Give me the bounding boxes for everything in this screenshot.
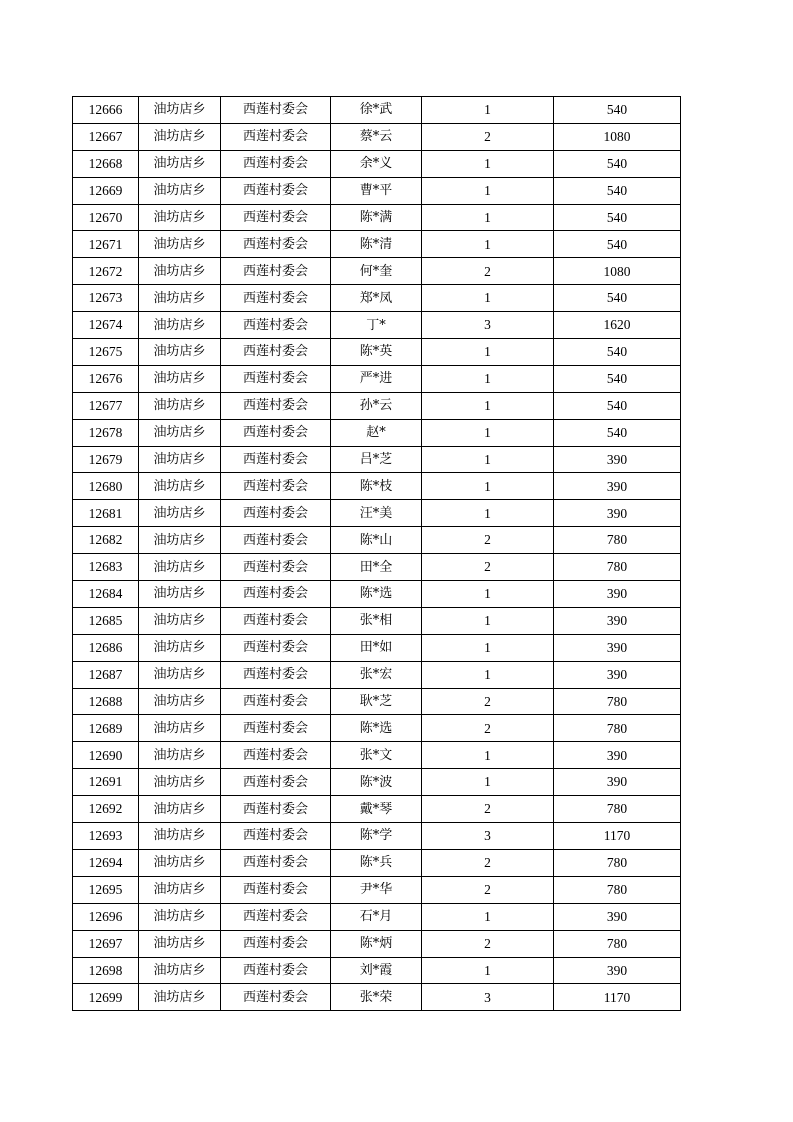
cell-village-committee: 西莲村委会 [221,742,331,769]
cell-person-name: 严*进 [331,365,422,392]
cell-serial-number: 12672 [73,258,139,285]
cell-household-count: 1 [422,903,554,930]
cell-person-name: 郑*凤 [331,285,422,312]
cell-person-name: 陈*枝 [331,473,422,500]
cell-village-committee: 西莲村委会 [221,419,331,446]
cell-village-committee: 西莲村委会 [221,204,331,231]
cell-household-count: 1 [422,150,554,177]
table-row [73,527,681,554]
cell-township: 油坊店乡 [139,285,221,312]
cell-township: 油坊店乡 [139,796,221,823]
cell-amount: 1080 [554,123,681,150]
table-row [73,365,681,392]
cell-household-count: 1 [422,634,554,661]
cell-village-committee: 西莲村委会 [221,769,331,796]
cell-person-name: 张*荣 [331,984,422,1011]
cell-amount: 540 [554,97,681,124]
cell-person-name: 田*全 [331,554,422,581]
cell-village-committee: 西莲村委会 [221,903,331,930]
cell-household-count: 1 [422,607,554,634]
cell-amount: 390 [554,500,681,527]
table-row [73,634,681,661]
cell-serial-number: 12687 [73,661,139,688]
cell-person-name: 张*宏 [331,661,422,688]
table-row [73,581,681,608]
cell-township: 油坊店乡 [139,177,221,204]
cell-serial-number: 12689 [73,715,139,742]
cell-village-committee: 西莲村委会 [221,177,331,204]
cell-village-committee: 西莲村委会 [221,527,331,554]
cell-household-count: 1 [422,500,554,527]
cell-serial-number: 12682 [73,527,139,554]
table-row [73,339,681,366]
cell-person-name: 陈*选 [331,581,422,608]
cell-household-count: 1 [422,231,554,258]
cell-township: 油坊店乡 [139,97,221,124]
table-row [73,554,681,581]
table-row [73,177,681,204]
cell-amount: 540 [554,150,681,177]
cell-serial-number: 12688 [73,688,139,715]
cell-person-name: 陈*英 [331,339,422,366]
cell-township: 油坊店乡 [139,957,221,984]
cell-household-count: 2 [422,876,554,903]
cell-township: 油坊店乡 [139,339,221,366]
cell-household-count: 2 [422,715,554,742]
cell-serial-number: 12675 [73,339,139,366]
cell-village-committee: 西莲村委会 [221,97,331,124]
table-row [73,231,681,258]
cell-person-name: 陈*清 [331,231,422,258]
cell-township: 油坊店乡 [139,419,221,446]
table-row [73,446,681,473]
cell-amount: 780 [554,849,681,876]
cell-township: 油坊店乡 [139,823,221,850]
table-row [73,984,681,1011]
table-row [73,473,681,500]
cell-amount: 540 [554,204,681,231]
cell-serial-number: 12669 [73,177,139,204]
cell-household-count: 2 [422,527,554,554]
cell-household-count: 1 [422,473,554,500]
cell-amount: 540 [554,285,681,312]
cell-household-count: 3 [422,984,554,1011]
cell-person-name: 赵* [331,419,422,446]
cell-amount: 540 [554,392,681,419]
cell-person-name: 张*文 [331,742,422,769]
cell-person-name: 戴*琴 [331,796,422,823]
cell-household-count: 1 [422,581,554,608]
cell-township: 油坊店乡 [139,742,221,769]
table-row [73,876,681,903]
cell-serial-number: 12693 [73,823,139,850]
cell-village-committee: 西莲村委会 [221,661,331,688]
cell-village-committee: 西莲村委会 [221,312,331,339]
table-row [73,957,681,984]
cell-township: 油坊店乡 [139,150,221,177]
cell-serial-number: 12680 [73,473,139,500]
cell-amount: 540 [554,177,681,204]
cell-village-committee: 西莲村委会 [221,984,331,1011]
cell-village-committee: 西莲村委会 [221,365,331,392]
cell-serial-number: 12667 [73,123,139,150]
cell-amount: 390 [554,769,681,796]
table-row [73,97,681,124]
cell-township: 油坊店乡 [139,849,221,876]
cell-village-committee: 西莲村委会 [221,796,331,823]
table-row [73,123,681,150]
cell-amount: 390 [554,903,681,930]
cell-person-name: 陈*山 [331,527,422,554]
cell-household-count: 1 [422,365,554,392]
cell-serial-number: 12666 [73,97,139,124]
cell-township: 油坊店乡 [139,769,221,796]
cell-village-committee: 西莲村委会 [221,607,331,634]
table-row [73,742,681,769]
table-row [73,796,681,823]
cell-person-name: 孙*云 [331,392,422,419]
table-row [73,258,681,285]
table-row [73,204,681,231]
cell-amount: 390 [554,446,681,473]
cell-person-name: 徐*武 [331,97,422,124]
cell-person-name: 张*相 [331,607,422,634]
cell-village-committee: 西莲村委会 [221,446,331,473]
table-row [73,849,681,876]
cell-person-name: 石*月 [331,903,422,930]
cell-amount: 780 [554,930,681,957]
cell-village-committee: 西莲村委会 [221,581,331,608]
cell-village-committee: 西莲村委会 [221,634,331,661]
table-row [73,769,681,796]
cell-household-count: 2 [422,258,554,285]
cell-township: 油坊店乡 [139,312,221,339]
cell-household-count: 1 [422,392,554,419]
cell-village-committee: 西莲村委会 [221,688,331,715]
cell-amount: 390 [554,581,681,608]
cell-person-name: 陈*学 [331,823,422,850]
cell-township: 油坊店乡 [139,123,221,150]
cell-village-committee: 西莲村委会 [221,930,331,957]
cell-township: 油坊店乡 [139,527,221,554]
table-row [73,903,681,930]
cell-household-count: 1 [422,177,554,204]
cell-township: 油坊店乡 [139,876,221,903]
cell-amount: 780 [554,876,681,903]
cell-serial-number: 12677 [73,392,139,419]
cell-person-name: 余*义 [331,150,422,177]
cell-township: 油坊店乡 [139,984,221,1011]
cell-serial-number: 12668 [73,150,139,177]
cell-serial-number: 12681 [73,500,139,527]
cell-village-committee: 西莲村委会 [221,339,331,366]
cell-village-committee: 西莲村委会 [221,285,331,312]
cell-person-name: 陈*兵 [331,849,422,876]
cell-amount: 780 [554,554,681,581]
cell-township: 油坊店乡 [139,500,221,527]
cell-serial-number: 12674 [73,312,139,339]
cell-village-committee: 西莲村委会 [221,823,331,850]
cell-household-count: 1 [422,285,554,312]
cell-township: 油坊店乡 [139,688,221,715]
cell-amount: 780 [554,527,681,554]
cell-township: 油坊店乡 [139,634,221,661]
cell-village-committee: 西莲村委会 [221,392,331,419]
table-row [73,150,681,177]
table-row [73,930,681,957]
cell-person-name: 汪*美 [331,500,422,527]
table-row [73,285,681,312]
cell-person-name: 尹*华 [331,876,422,903]
cell-serial-number: 12691 [73,769,139,796]
cell-township: 油坊店乡 [139,581,221,608]
cell-serial-number: 12698 [73,957,139,984]
cell-household-count: 2 [422,930,554,957]
cell-household-count: 2 [422,123,554,150]
table-row [73,823,681,850]
cell-township: 油坊店乡 [139,554,221,581]
cell-village-committee: 西莲村委会 [221,231,331,258]
cell-amount: 390 [554,742,681,769]
table-row [73,500,681,527]
cell-amount: 1170 [554,984,681,1011]
cell-serial-number: 12692 [73,796,139,823]
cell-township: 油坊店乡 [139,473,221,500]
table-row [73,688,681,715]
cell-household-count: 1 [422,742,554,769]
cell-person-name: 陈*选 [331,715,422,742]
table-row [73,661,681,688]
table-row [73,607,681,634]
cell-serial-number: 12697 [73,930,139,957]
cell-serial-number: 12679 [73,446,139,473]
cell-amount: 390 [554,473,681,500]
cell-amount: 780 [554,715,681,742]
roster-table [72,96,681,1011]
cell-household-count: 1 [422,769,554,796]
cell-household-count: 1 [422,661,554,688]
cell-household-count: 1 [422,97,554,124]
cell-serial-number: 12673 [73,285,139,312]
cell-serial-number: 12671 [73,231,139,258]
cell-amount: 540 [554,365,681,392]
cell-serial-number: 12690 [73,742,139,769]
cell-serial-number: 12694 [73,849,139,876]
cell-village-committee: 西莲村委会 [221,554,331,581]
cell-amount: 1080 [554,258,681,285]
cell-village-committee: 西莲村委会 [221,957,331,984]
cell-village-committee: 西莲村委会 [221,500,331,527]
cell-household-count: 3 [422,823,554,850]
cell-township: 油坊店乡 [139,446,221,473]
cell-household-count: 1 [422,204,554,231]
cell-person-name: 陈*满 [331,204,422,231]
cell-serial-number: 12696 [73,903,139,930]
cell-amount: 540 [554,231,681,258]
cell-village-committee: 西莲村委会 [221,473,331,500]
cell-person-name: 陈*炳 [331,930,422,957]
cell-amount: 540 [554,419,681,446]
cell-serial-number: 12676 [73,365,139,392]
cell-township: 油坊店乡 [139,930,221,957]
cell-serial-number: 12683 [73,554,139,581]
cell-village-committee: 西莲村委会 [221,715,331,742]
cell-amount: 1620 [554,312,681,339]
table-row [73,392,681,419]
cell-village-committee: 西莲村委会 [221,123,331,150]
cell-person-name: 吕*芝 [331,446,422,473]
cell-amount: 540 [554,339,681,366]
cell-person-name: 刘*霞 [331,957,422,984]
cell-serial-number: 12686 [73,634,139,661]
cell-household-count: 2 [422,554,554,581]
cell-amount: 390 [554,957,681,984]
cell-serial-number: 12695 [73,876,139,903]
cell-amount: 390 [554,661,681,688]
cell-serial-number: 12699 [73,984,139,1011]
cell-township: 油坊店乡 [139,903,221,930]
cell-serial-number: 12678 [73,419,139,446]
cell-household-count: 1 [422,419,554,446]
table-row [73,419,681,446]
cell-person-name: 何*奎 [331,258,422,285]
cell-household-count: 2 [422,849,554,876]
cell-township: 油坊店乡 [139,607,221,634]
cell-serial-number: 12670 [73,204,139,231]
cell-township: 油坊店乡 [139,392,221,419]
cell-household-count: 2 [422,688,554,715]
cell-village-committee: 西莲村委会 [221,849,331,876]
roster-table-body [73,97,681,1011]
cell-household-count: 2 [422,796,554,823]
cell-amount: 780 [554,688,681,715]
cell-village-committee: 西莲村委会 [221,258,331,285]
table-row [73,312,681,339]
cell-amount: 1170 [554,823,681,850]
cell-person-name: 丁* [331,312,422,339]
cell-amount: 780 [554,796,681,823]
cell-township: 油坊店乡 [139,661,221,688]
cell-person-name: 陈*波 [331,769,422,796]
cell-person-name: 曹*平 [331,177,422,204]
cell-household-count: 1 [422,957,554,984]
cell-household-count: 3 [422,312,554,339]
cell-township: 油坊店乡 [139,258,221,285]
cell-amount: 390 [554,634,681,661]
cell-person-name: 耿*芝 [331,688,422,715]
table-row [73,715,681,742]
cell-village-committee: 西莲村委会 [221,876,331,903]
cell-household-count: 1 [422,339,554,366]
cell-household-count: 1 [422,446,554,473]
cell-township: 油坊店乡 [139,365,221,392]
cell-person-name: 田*如 [331,634,422,661]
cell-serial-number: 12684 [73,581,139,608]
cell-person-name: 蔡*云 [331,123,422,150]
cell-amount: 390 [554,607,681,634]
cell-township: 油坊店乡 [139,715,221,742]
cell-serial-number: 12685 [73,607,139,634]
cell-village-committee: 西莲村委会 [221,150,331,177]
cell-township: 油坊店乡 [139,204,221,231]
cell-township: 油坊店乡 [139,231,221,258]
